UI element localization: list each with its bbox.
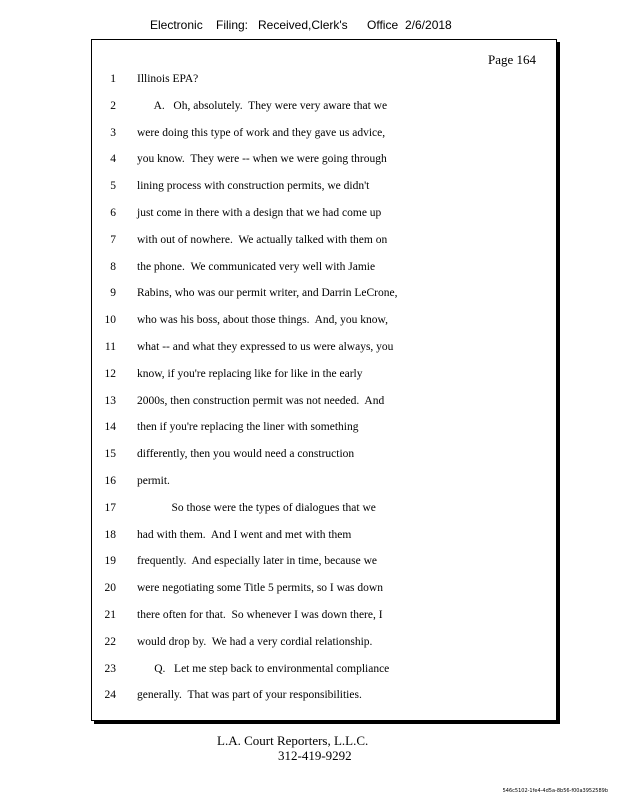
- transcript-line: [92, 72, 556, 92]
- document-id: 546c5102-1fe4-4d5a-8b56-f00a3952589b: [502, 788, 608, 794]
- transcript-line: [92, 126, 556, 146]
- line-text: had with them. And I went and met with them: [137, 528, 352, 541]
- line-number: 17: [104, 501, 116, 514]
- line-number: 4: [110, 153, 116, 166]
- line-number: 7: [110, 233, 116, 246]
- filing-stamp-date: 2/6/2018: [405, 18, 452, 32]
- line-number: 3: [110, 126, 116, 139]
- page-number: Page 164: [487, 52, 536, 67]
- line-number: 12: [104, 367, 116, 380]
- line-text: just come in there with a design that we had come up: [137, 207, 382, 219]
- line-text: the phone. We communicated very well with Jamie: [137, 260, 376, 273]
- line-number: 5: [110, 180, 116, 193]
- line-number: 6: [110, 207, 116, 219]
- transcript-line: [92, 152, 556, 172]
- transcript-line: [92, 367, 556, 387]
- line-text: 2000s, then construction permit was not needed. And: [137, 394, 385, 407]
- line-text: what -- and what they expressed to us were always, you: [137, 341, 394, 353]
- line-number: 22: [104, 635, 116, 648]
- line-number: 14: [104, 421, 116, 434]
- line-text: A. Oh, absolutely. They were very aware that we: [137, 99, 388, 112]
- transcript-line: [92, 447, 556, 467]
- line-text: who was his boss, about those things. And, you know,: [137, 314, 388, 327]
- line-text: Q. Let me step back to environmental compliance: [137, 662, 390, 675]
- line-text: generally. That was part of your responsibilities.: [137, 689, 362, 702]
- line-text: with out of nowhere. We actually talked with them on: [137, 233, 388, 246]
- transcript-line: [92, 340, 556, 360]
- line-text: there often for that. So whenever I was down there, I: [137, 609, 383, 621]
- court-reporter-name: L.A. Court Reporters, L.L.C.: [217, 733, 369, 748]
- line-number: 18: [104, 528, 116, 541]
- transcript-page: [91, 39, 557, 721]
- transcript-line: [92, 206, 556, 226]
- filing-stamp-electronic: Electronic: [150, 18, 203, 32]
- transcript-line: [92, 420, 556, 440]
- transcript-line: [92, 260, 556, 280]
- line-text: then if you're replacing the liner with something: [137, 421, 359, 434]
- line-text: were negotiating some Title 5 permits, so I was down: [137, 582, 383, 595]
- line-text: lining process with construction permits, we didn't: [137, 180, 370, 193]
- line-number: 23: [104, 662, 116, 675]
- transcript-line: [92, 528, 556, 548]
- transcript-line: [92, 474, 556, 494]
- line-text: Illinois EPA?: [137, 73, 199, 85]
- transcript-line: [92, 313, 556, 333]
- line-number: 15: [104, 448, 116, 461]
- line-text: permit.: [137, 475, 170, 487]
- line-number: 19: [104, 555, 116, 568]
- line-number: 11: [104, 341, 116, 353]
- line-number: 10: [104, 314, 116, 327]
- line-number: 24: [104, 689, 116, 702]
- transcript-line: [92, 635, 556, 655]
- filing-stamp-filing: Filing:: [216, 18, 249, 32]
- transcript-line: [92, 286, 556, 306]
- line-text: So those were the types of dialogues that we: [137, 501, 376, 514]
- transcript-line: [92, 394, 556, 414]
- line-text: differently, then you would need a construction: [137, 448, 355, 461]
- transcript-line: [92, 501, 556, 521]
- line-text: know, if you're replacing like for like in the early: [137, 367, 363, 380]
- transcript-line: [92, 99, 556, 119]
- line-text: you know. They were -- when we were going through: [137, 153, 387, 166]
- filing-stamp-received: Received,Clerk's: [258, 18, 348, 32]
- transcript-line: [92, 581, 556, 601]
- line-text: frequently. And especially later in time, because we: [137, 555, 378, 568]
- line-number: 13: [104, 394, 116, 407]
- line-number: 16: [104, 475, 116, 487]
- court-reporter-phone: 312-419-9292: [278, 748, 352, 763]
- line-number: 1: [110, 73, 116, 85]
- transcript-line: [92, 662, 556, 682]
- transcript-line: [92, 179, 556, 199]
- transcript-line: [92, 688, 556, 708]
- line-text: Rabins, who was our permit writer, and Darrin LeCrone,: [137, 287, 398, 300]
- line-number: 9: [110, 287, 116, 300]
- line-text: would drop by. We had a very cordial relationship.: [137, 635, 373, 648]
- transcript-line: [92, 233, 556, 253]
- line-number: 8: [110, 260, 116, 273]
- transcript-line: [92, 608, 556, 628]
- line-number: 20: [104, 582, 116, 595]
- filing-stamp-office: Office: [367, 18, 399, 32]
- line-number: 21: [104, 609, 116, 621]
- line-text: were doing this type of work and they gave us advice,: [137, 126, 386, 139]
- line-number: 2: [110, 99, 116, 112]
- transcript-line: [92, 554, 556, 574]
